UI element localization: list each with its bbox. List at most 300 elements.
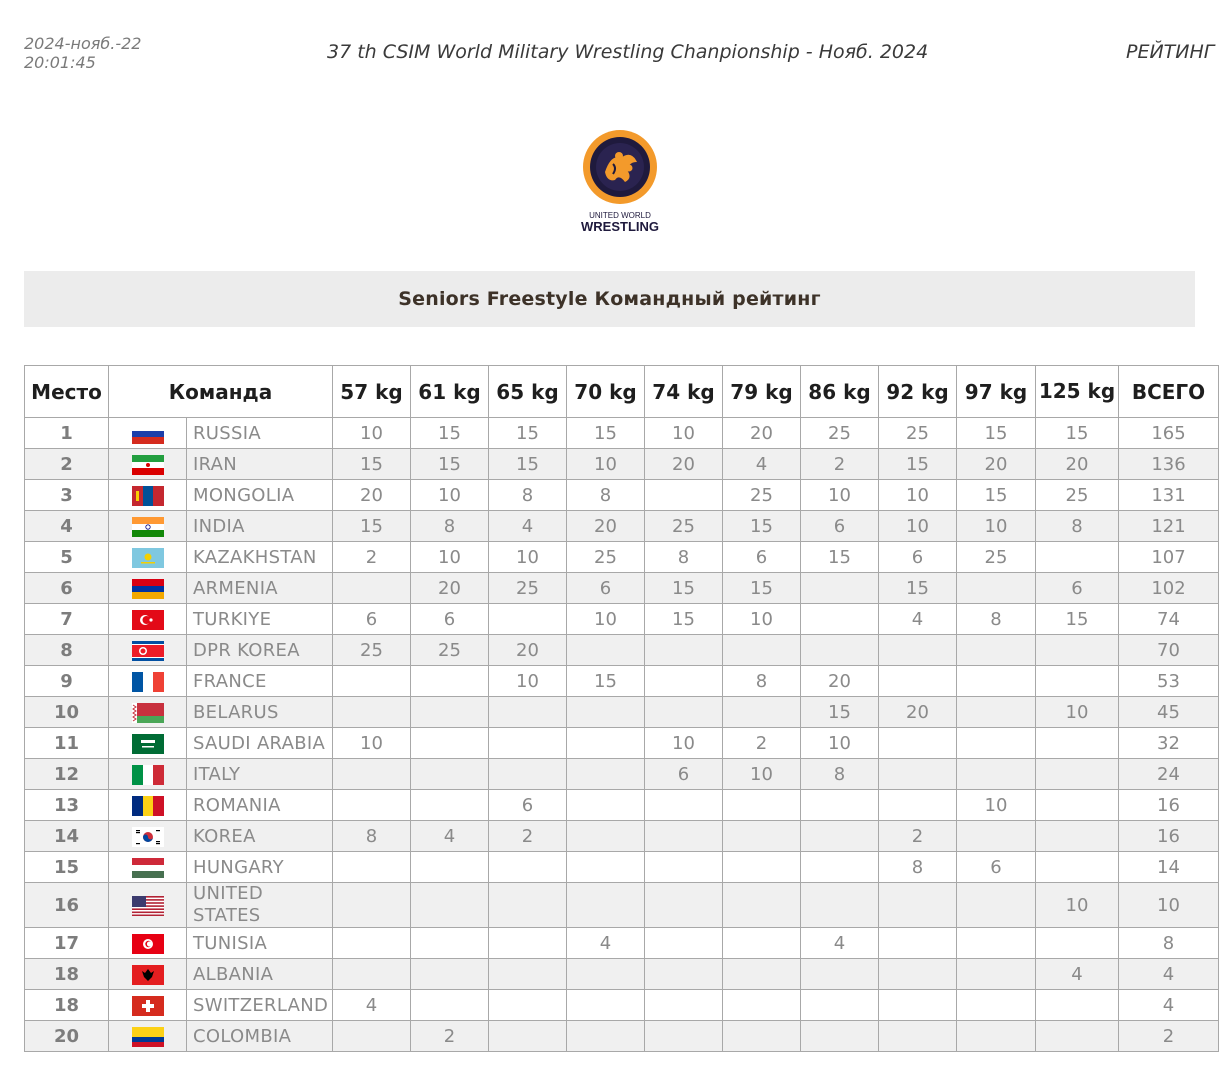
score-cell: 15 [723,511,801,542]
score-cell: 20 [333,480,411,511]
score-cell [645,821,723,852]
place-cell: 5 [25,542,109,573]
score-cell [333,759,411,790]
score-cell: 4 [801,928,879,959]
score-cell [879,790,957,821]
place-cell: 4 [25,511,109,542]
score-cell: 15 [801,697,879,728]
score-cell: 10 [489,542,567,573]
score-cell [879,990,957,1021]
report-time: 20:01:45 [24,53,96,72]
col-header-weight: 74 kg [645,366,723,418]
report-type-label: РЕЙТИНГ [1126,41,1215,63]
table-row [25,604,1219,635]
score-cell: 20 [723,418,801,449]
place-cell: 12 [25,759,109,790]
score-cell [879,666,957,697]
score-cell: 10 [645,728,723,759]
total-cell: 16 [1119,821,1219,852]
team-name-cell: SWITZERLAND [187,990,333,1021]
saudi-arabia-flag-icon [132,734,164,754]
score-cell [645,1021,723,1052]
table-row [25,542,1219,573]
table-row [25,852,1219,883]
score-cell: 2 [411,1021,489,1052]
score-cell [801,852,879,883]
score-cell: 4 [411,821,489,852]
score-cell: 2 [333,542,411,573]
place-cell: 10 [25,697,109,728]
score-cell [723,990,801,1021]
score-cell [723,821,801,852]
score-cell [1036,542,1119,573]
total-cell: 16 [1119,790,1219,821]
svg-text:UNITED WORLD: UNITED WORLD [589,211,651,220]
score-cell: 10 [333,418,411,449]
total-cell: 32 [1119,728,1219,759]
place-cell: 1 [25,418,109,449]
korea-flag-icon [132,827,164,847]
score-cell: 15 [645,604,723,635]
col-header-weight: 61 kg [411,366,489,418]
score-cell [957,759,1036,790]
total-cell: 4 [1119,959,1219,990]
score-cell: 25 [879,418,957,449]
score-cell: 25 [567,542,645,573]
dpr-korea-flag-icon [132,641,164,661]
score-cell: 15 [333,449,411,480]
score-cell: 10 [879,511,957,542]
score-cell [645,697,723,728]
score-cell: 4 [1036,959,1119,990]
score-cell [489,759,567,790]
team-name-cell: FRANCE [187,666,333,697]
table-row [25,511,1219,542]
flag-cell [109,449,187,480]
score-cell: 6 [879,542,957,573]
flag-cell [109,883,187,928]
score-cell: 20 [567,511,645,542]
score-cell: 15 [1036,604,1119,635]
team-name-cell: KOREA [187,821,333,852]
table-row [25,959,1219,990]
score-cell [801,790,879,821]
score-cell [879,959,957,990]
score-cell: 10 [801,728,879,759]
score-cell: 10 [567,604,645,635]
table-row [25,635,1219,666]
hungary-flag-icon [132,858,164,878]
united-states-flag-icon [132,896,164,916]
col-header-weight: 65 kg [489,366,567,418]
albania-flag-icon [132,965,164,985]
team-name-cell: TURKIYE [187,604,333,635]
score-cell: 10 [411,480,489,511]
table-row [25,449,1219,480]
score-cell [801,883,879,928]
col-header-weight: 79 kg [723,366,801,418]
score-cell: 15 [801,542,879,573]
svg-text:WRESTLING: WRESTLING [581,219,659,234]
place-cell: 11 [25,728,109,759]
score-cell [411,728,489,759]
mongolia-flag-icon [132,486,164,506]
iran-flag-icon [132,455,164,475]
report-timestamp [24,34,141,72]
total-cell: 2 [1119,1021,1219,1052]
score-cell [957,1021,1036,1052]
russia-flag-icon [132,424,164,444]
score-cell: 25 [489,573,567,604]
score-cell [333,852,411,883]
score-cell: 15 [645,573,723,604]
table-row [25,790,1219,821]
score-cell [489,728,567,759]
score-cell: 6 [957,852,1036,883]
score-cell [411,790,489,821]
team-name-cell: ROMANIA [187,790,333,821]
flag-cell [109,821,187,852]
score-cell [957,728,1036,759]
score-cell [489,959,567,990]
score-cell: 10 [567,449,645,480]
flag-cell [109,1021,187,1052]
score-cell [489,852,567,883]
flag-cell [109,666,187,697]
score-cell [411,852,489,883]
score-cell [411,759,489,790]
score-cell [411,928,489,959]
score-cell [567,728,645,759]
score-cell [879,759,957,790]
total-cell: 8 [1119,928,1219,959]
armenia-flag-icon [132,579,164,599]
place-cell: 15 [25,852,109,883]
total-cell: 14 [1119,852,1219,883]
score-cell [489,1021,567,1052]
score-cell: 6 [1036,573,1119,604]
total-cell: 102 [1119,573,1219,604]
score-cell [645,883,723,928]
col-header-weight: 70 kg [567,366,645,418]
score-cell [333,928,411,959]
score-cell [489,604,567,635]
score-cell [1036,759,1119,790]
score-cell [489,697,567,728]
total-cell: 24 [1119,759,1219,790]
score-cell [723,697,801,728]
score-cell: 15 [411,418,489,449]
total-cell: 53 [1119,666,1219,697]
score-cell: 4 [879,604,957,635]
score-cell [333,666,411,697]
score-cell [645,635,723,666]
flag-cell [109,635,187,666]
score-cell: 6 [411,604,489,635]
score-cell: 15 [957,480,1036,511]
score-cell [957,666,1036,697]
score-cell [567,1021,645,1052]
place-cell: 3 [25,480,109,511]
score-cell [1036,852,1119,883]
score-cell: 10 [489,666,567,697]
score-cell [957,821,1036,852]
col-header-team: Команда [109,366,333,418]
score-cell: 10 [1036,697,1119,728]
total-cell: 121 [1119,511,1219,542]
score-cell [333,697,411,728]
score-cell [801,959,879,990]
score-cell: 20 [957,449,1036,480]
flag-cell [109,959,187,990]
score-cell: 20 [411,573,489,604]
score-cell [879,1021,957,1052]
score-cell [957,883,1036,928]
total-cell: 45 [1119,697,1219,728]
kazakhstan-flag-icon [132,548,164,568]
flag-cell [109,542,187,573]
score-cell [1036,821,1119,852]
score-cell: 2 [723,728,801,759]
score-cell: 15 [333,511,411,542]
score-cell [723,790,801,821]
place-cell: 6 [25,573,109,604]
table-row [25,928,1219,959]
score-cell [801,573,879,604]
score-cell [567,635,645,666]
team-ranking-table [24,365,1219,1052]
table-row [25,990,1219,1021]
score-cell: 6 [723,542,801,573]
score-cell [1036,666,1119,697]
score-cell [333,883,411,928]
table-row [25,821,1219,852]
score-cell [801,990,879,1021]
flag-cell [109,990,187,1021]
score-cell: 15 [723,573,801,604]
score-cell: 10 [801,480,879,511]
score-cell: 15 [879,449,957,480]
team-name-cell: HUNGARY [187,852,333,883]
total-cell: 165 [1119,418,1219,449]
place-cell: 14 [25,821,109,852]
team-name-cell: BELARUS [187,697,333,728]
score-cell: 8 [411,511,489,542]
score-cell [567,790,645,821]
score-cell: 2 [489,821,567,852]
table-row [25,728,1219,759]
score-cell [333,959,411,990]
score-cell: 10 [645,418,723,449]
score-cell [411,959,489,990]
united-world-wrestling-logo [575,128,665,238]
flag-cell [109,604,187,635]
score-cell [1036,728,1119,759]
score-cell [1036,790,1119,821]
ranking-banner [24,271,1195,327]
score-cell [879,635,957,666]
score-cell [333,1021,411,1052]
table-row [25,883,1219,928]
score-cell [723,635,801,666]
total-cell: 4 [1119,990,1219,1021]
score-cell [1036,928,1119,959]
table-row [25,759,1219,790]
flag-cell [109,852,187,883]
flag-cell [109,759,187,790]
team-name-cell: RUSSIA [187,418,333,449]
flag-cell [109,511,187,542]
score-cell [489,990,567,1021]
score-cell [567,959,645,990]
table-row [25,1021,1219,1052]
score-cell: 15 [411,449,489,480]
score-cell: 4 [489,511,567,542]
table-row [25,666,1219,697]
switzerland-flag-icon [132,996,164,1016]
score-cell [1036,990,1119,1021]
score-cell: 8 [645,542,723,573]
total-cell: 131 [1119,480,1219,511]
score-cell: 25 [645,511,723,542]
place-cell: 8 [25,635,109,666]
score-cell: 4 [333,990,411,1021]
score-cell: 6 [567,573,645,604]
score-cell [411,883,489,928]
score-cell: 25 [333,635,411,666]
score-cell: 10 [723,759,801,790]
score-cell: 25 [957,542,1036,573]
score-cell [645,928,723,959]
score-cell [567,697,645,728]
flag-cell [109,790,187,821]
score-cell [645,959,723,990]
score-cell: 15 [567,666,645,697]
place-cell: 17 [25,928,109,959]
score-cell [489,883,567,928]
score-cell [801,604,879,635]
score-cell [723,959,801,990]
team-name-cell: ARMENIA [187,573,333,604]
flag-cell [109,928,187,959]
score-cell [879,728,957,759]
india-flag-icon [132,517,164,537]
score-cell [333,573,411,604]
total-cell: 136 [1119,449,1219,480]
score-cell: 10 [333,728,411,759]
report-date: 2024-нояб.-22 [24,34,142,53]
score-cell [489,928,567,959]
score-cell: 15 [489,449,567,480]
score-cell: 8 [567,480,645,511]
score-cell: 6 [489,790,567,821]
score-cell [645,666,723,697]
place-cell: 7 [25,604,109,635]
place-cell: 20 [25,1021,109,1052]
flag-cell [109,697,187,728]
team-name-cell: INDIA [187,511,333,542]
team-name-cell: MONGOLIA [187,480,333,511]
score-cell: 15 [879,573,957,604]
table-header-row [25,366,1219,418]
table-row [25,697,1219,728]
score-cell [567,990,645,1021]
place-cell: 18 [25,959,109,990]
score-cell [957,959,1036,990]
score-cell: 20 [645,449,723,480]
score-cell [411,666,489,697]
score-cell: 2 [801,449,879,480]
score-cell: 8 [801,759,879,790]
score-cell [333,790,411,821]
score-cell: 20 [801,666,879,697]
score-cell: 10 [957,790,1036,821]
table-row [25,573,1219,604]
colombia-flag-icon [132,1027,164,1047]
score-cell [411,697,489,728]
col-header-place: Место [25,366,109,418]
total-cell: 10 [1119,883,1219,928]
score-cell [1036,635,1119,666]
score-cell [801,821,879,852]
score-cell [411,990,489,1021]
team-name-cell: ALBANIA [187,959,333,990]
score-cell: 8 [1036,511,1119,542]
score-cell: 8 [489,480,567,511]
score-cell: 8 [723,666,801,697]
score-cell: 4 [723,449,801,480]
score-cell [723,883,801,928]
score-cell: 4 [567,928,645,959]
team-name-cell: DPR KOREA [187,635,333,666]
score-cell [801,635,879,666]
col-header-weight: 97 kg [957,366,1036,418]
score-cell [567,759,645,790]
score-cell [723,928,801,959]
france-flag-icon [132,672,164,692]
score-cell: 10 [723,604,801,635]
col-header-weight: 125 kg [1036,366,1119,418]
score-cell [645,480,723,511]
table-row [25,480,1219,511]
flag-cell [109,418,187,449]
team-name-cell: TUNISIA [187,928,333,959]
score-cell [645,852,723,883]
score-cell: 15 [567,418,645,449]
place-cell: 2 [25,449,109,480]
score-cell: 10 [411,542,489,573]
score-cell [957,928,1036,959]
col-header-total: ВСЕГО [1119,366,1219,418]
score-cell [567,883,645,928]
score-cell [801,1021,879,1052]
score-cell: 15 [957,418,1036,449]
score-cell: 10 [957,511,1036,542]
score-cell [1036,1021,1119,1052]
score-cell [723,852,801,883]
flag-cell [109,728,187,759]
score-cell: 20 [1036,449,1119,480]
score-cell [879,883,957,928]
score-cell: 25 [801,418,879,449]
score-cell: 25 [723,480,801,511]
score-cell: 15 [489,418,567,449]
score-cell: 20 [489,635,567,666]
total-cell: 70 [1119,635,1219,666]
team-name-cell: KAZAKHSTAN [187,542,333,573]
col-header-weight: 86 kg [801,366,879,418]
score-cell [645,790,723,821]
